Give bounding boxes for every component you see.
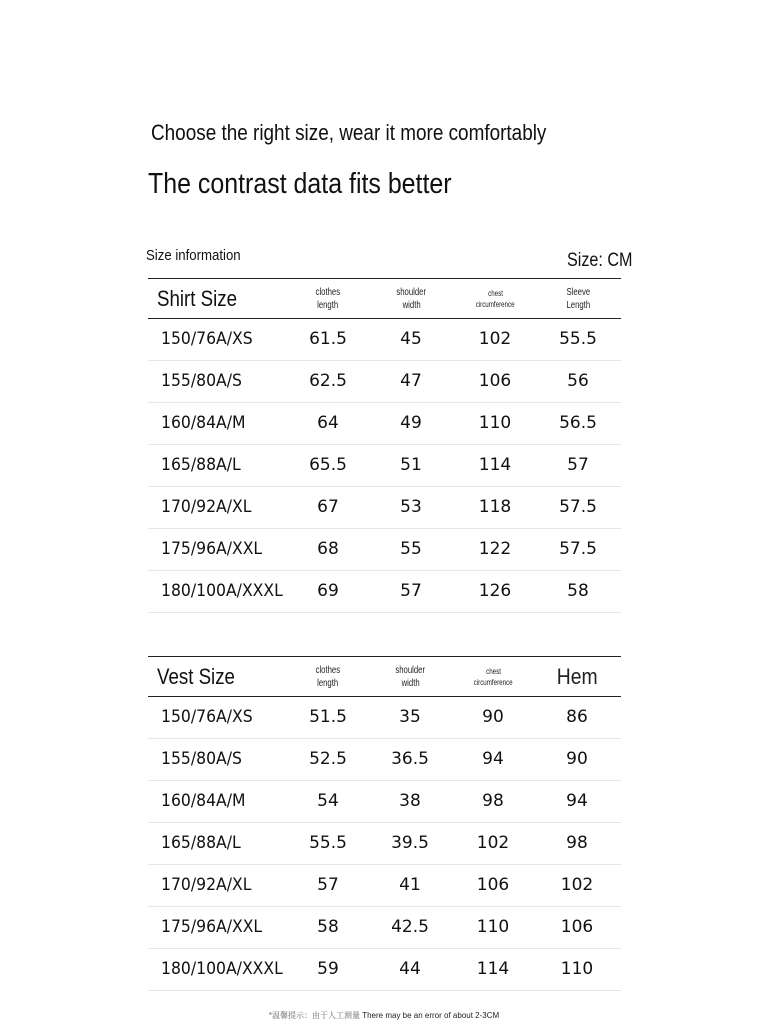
value-cell: 57 bbox=[567, 455, 589, 475]
column-header-line: clothes bbox=[315, 664, 341, 676]
table-row bbox=[148, 361, 621, 403]
table-row bbox=[148, 949, 621, 991]
value-cell: 49 bbox=[400, 413, 422, 433]
column-header bbox=[286, 657, 370, 696]
table-row bbox=[148, 403, 621, 445]
size-cell: 150/76A/XS bbox=[161, 329, 253, 349]
size-cell: 180/100A/XXXL bbox=[161, 959, 283, 979]
value-cell: 64 bbox=[317, 413, 339, 433]
value-cell: 45 bbox=[400, 329, 422, 349]
table-title: Shirt Size bbox=[157, 286, 238, 311]
column-header-line: length bbox=[317, 677, 339, 689]
value-cell: 110 bbox=[476, 917, 510, 937]
value-cell: 36.5 bbox=[391, 749, 429, 769]
table-row bbox=[148, 319, 621, 361]
value-cell: 59 bbox=[317, 959, 339, 979]
size-cell: 155/80A/S bbox=[161, 749, 242, 769]
value-cell: 55 bbox=[400, 539, 422, 559]
value-cell: 110 bbox=[560, 959, 594, 979]
column-header-line: width bbox=[401, 299, 421, 311]
value-cell: 57 bbox=[317, 875, 339, 895]
value-cell: 94 bbox=[566, 791, 588, 811]
size-cell: 155/80A/S bbox=[161, 371, 242, 391]
column-header bbox=[536, 279, 620, 318]
value-cell: 56 bbox=[567, 371, 589, 391]
size-cell: 175/96A/XXL bbox=[161, 917, 263, 937]
value-cell: 35 bbox=[399, 707, 421, 727]
column-header-line: Length bbox=[566, 299, 590, 311]
size-cell: 160/84A/M bbox=[161, 791, 246, 811]
value-cell: 110 bbox=[478, 413, 512, 433]
table-row bbox=[148, 697, 621, 739]
value-cell: 65.5 bbox=[309, 455, 347, 475]
value-cell: 44 bbox=[399, 959, 421, 979]
value-cell: 41 bbox=[399, 875, 421, 895]
value-cell: 98 bbox=[482, 791, 504, 811]
value-cell: 53 bbox=[400, 497, 422, 517]
table-row bbox=[148, 865, 621, 907]
value-cell: 58 bbox=[567, 581, 589, 601]
value-cell: 69 bbox=[317, 581, 339, 601]
value-cell: 51.5 bbox=[309, 707, 347, 727]
table-title: Vest Size bbox=[157, 664, 235, 689]
value-cell: 102 bbox=[478, 329, 512, 349]
column-header-line: Hem bbox=[556, 664, 598, 689]
value-cell: 42.5 bbox=[391, 917, 429, 937]
value-cell: 90 bbox=[482, 707, 504, 727]
value-cell: 58 bbox=[317, 917, 339, 937]
value-cell: 106 bbox=[560, 917, 594, 937]
value-cell: 38 bbox=[399, 791, 421, 811]
column-header bbox=[286, 279, 370, 318]
value-cell: 57 bbox=[400, 581, 422, 601]
footer-note-cn: *温馨提示：由于人工测量 bbox=[268, 1011, 360, 1020]
table-row bbox=[148, 487, 621, 529]
size-information-label: Size information bbox=[146, 247, 241, 264]
column-header-line: length bbox=[317, 299, 339, 311]
column-header bbox=[453, 279, 537, 318]
column-header-line: shoulder bbox=[396, 286, 426, 298]
value-cell: 126 bbox=[478, 581, 512, 601]
table-row bbox=[148, 907, 621, 949]
column-header bbox=[535, 657, 619, 696]
column-header-line: shoulder bbox=[395, 664, 425, 676]
table-body bbox=[148, 319, 621, 613]
unit-label: Size: CM bbox=[567, 250, 633, 271]
footer-note bbox=[0, 1010, 768, 1021]
vest-size-table bbox=[148, 656, 621, 991]
size-cell: 175/96A/XXL bbox=[161, 539, 263, 559]
column-header-line: Sleeve bbox=[566, 286, 590, 298]
value-cell: 67 bbox=[317, 497, 339, 517]
size-cell: 165/88A/L bbox=[161, 455, 241, 475]
value-cell: 51 bbox=[400, 455, 422, 475]
size-cell: 180/100A/XXXL bbox=[161, 581, 283, 601]
table-row bbox=[148, 739, 621, 781]
value-cell: 56.5 bbox=[559, 413, 597, 433]
value-cell: 102 bbox=[560, 875, 594, 895]
value-cell: 47 bbox=[400, 371, 422, 391]
value-cell: 90 bbox=[566, 749, 588, 769]
value-cell: 57.5 bbox=[559, 539, 597, 559]
value-cell: 54 bbox=[317, 791, 339, 811]
table-row bbox=[148, 571, 621, 613]
value-cell: 61.5 bbox=[309, 329, 347, 349]
value-cell: 106 bbox=[478, 371, 512, 391]
column-header bbox=[451, 657, 535, 696]
size-cell: 170/92A/XL bbox=[161, 497, 252, 517]
value-cell: 102 bbox=[476, 833, 510, 853]
value-cell: 86 bbox=[566, 707, 588, 727]
table-row bbox=[148, 781, 621, 823]
value-cell: 39.5 bbox=[391, 833, 429, 853]
value-cell: 55.5 bbox=[309, 833, 347, 853]
size-cell: 170/92A/XL bbox=[161, 875, 252, 895]
value-cell: 57.5 bbox=[559, 497, 597, 517]
column-header-line: circumference bbox=[473, 677, 513, 687]
column-header-line: chest bbox=[485, 666, 501, 676]
table-body bbox=[148, 697, 621, 991]
size-cell: 160/84A/M bbox=[161, 413, 246, 433]
value-cell: 118 bbox=[478, 497, 512, 517]
value-cell: 106 bbox=[476, 875, 510, 895]
size-cell: 165/88A/L bbox=[161, 833, 241, 853]
table-row bbox=[148, 529, 621, 571]
size-cell: 150/76A/XS bbox=[161, 707, 253, 727]
footer-note-en: There may be an error of about 2-3CM bbox=[362, 1011, 500, 1020]
tagline: Choose the right size, wear it more comfortably bbox=[151, 120, 547, 145]
value-cell: 68 bbox=[317, 539, 339, 559]
column-header-line: clothes bbox=[315, 286, 341, 298]
column-header bbox=[368, 657, 452, 696]
value-cell: 62.5 bbox=[309, 371, 347, 391]
table-header bbox=[148, 278, 621, 319]
value-cell: 114 bbox=[476, 959, 510, 979]
page-title: The contrast data fits better bbox=[148, 168, 452, 200]
column-header-line: chest bbox=[487, 288, 503, 298]
value-cell: 52.5 bbox=[309, 749, 347, 769]
table-row bbox=[148, 445, 621, 487]
value-cell: 122 bbox=[478, 539, 512, 559]
table-header bbox=[148, 656, 621, 697]
value-cell: 94 bbox=[482, 749, 504, 769]
column-header-line: width bbox=[400, 677, 420, 689]
table-row bbox=[148, 823, 621, 865]
value-cell: 114 bbox=[478, 455, 512, 475]
shirt-size-table bbox=[148, 278, 621, 613]
column-header bbox=[369, 279, 453, 318]
value-cell: 55.5 bbox=[559, 329, 597, 349]
column-header-line: circumference bbox=[475, 299, 515, 309]
value-cell: 98 bbox=[566, 833, 588, 853]
